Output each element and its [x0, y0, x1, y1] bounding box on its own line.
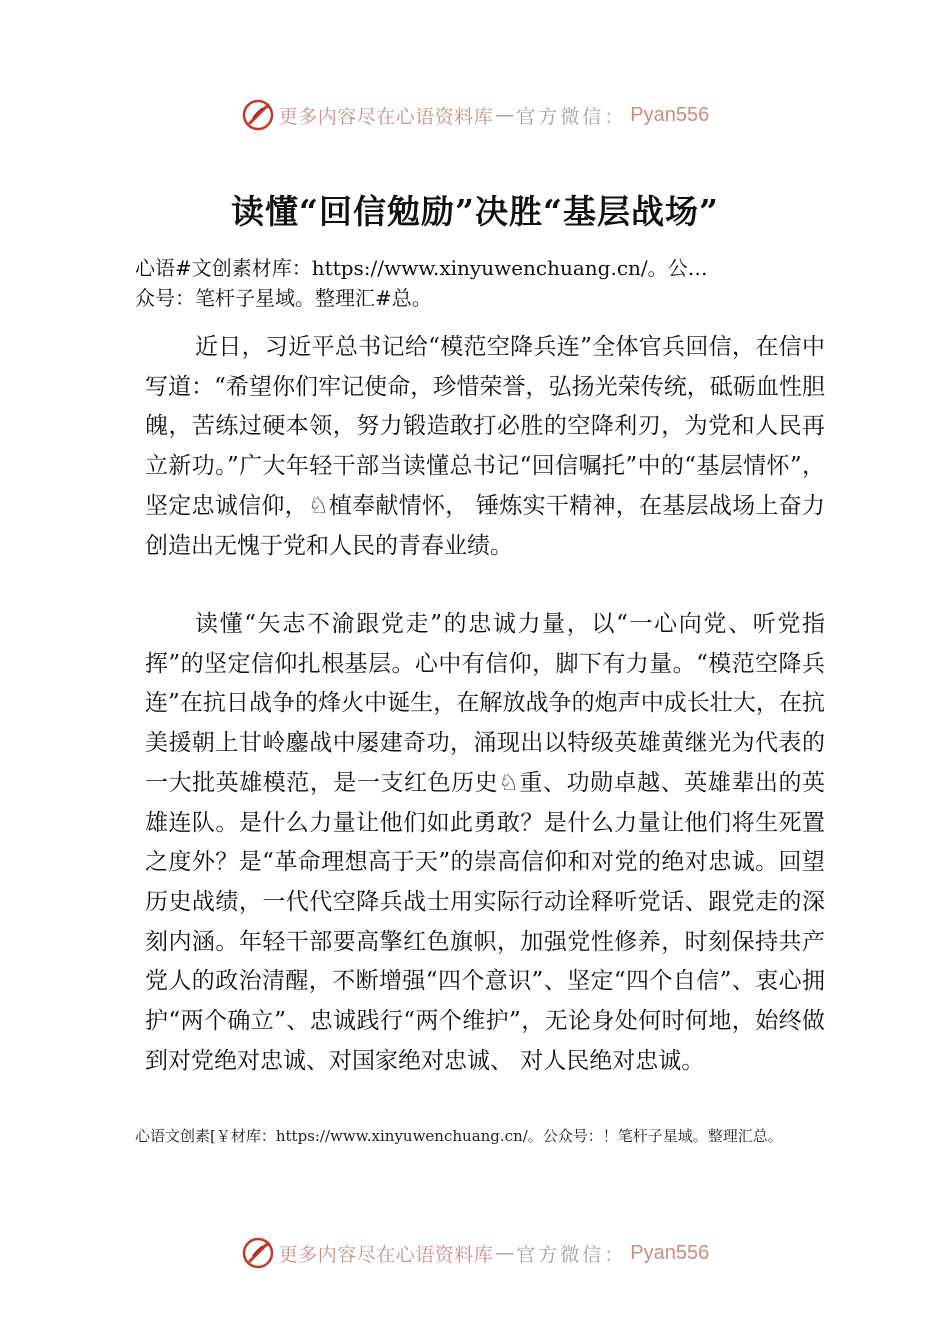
banner-dash: —	[495, 1242, 515, 1264]
banner-wechat-id: Pyan556	[630, 1241, 710, 1264]
footer-banner	[0, 1233, 950, 1273]
source-line-1: 心语#文创素材库：https://www.xinyuwenchuang.cn/。公…	[135, 256, 708, 280]
quill-logo-icon	[241, 1236, 275, 1270]
banner-wechat-label: 官方微信：	[516, 1243, 627, 1266]
source-line-2: 众号：笔杆子星域。整理汇#总。	[135, 286, 432, 310]
quill-logo-icon	[241, 98, 275, 132]
banner-text: 更多内容尽在心语资料库	[278, 105, 494, 128]
banner-wechat-label: 官方微信：	[516, 105, 627, 128]
banner-dash: —	[495, 104, 515, 126]
footer-source: 心语文创素[￥材库：https://www.xinyuwenchuang.cn/。公众号：！笔杆子星域。整理汇总。	[135, 1127, 783, 1145]
paragraph-2-block	[145, 605, 825, 1081]
banner-wechat-id: Pyan556	[630, 103, 710, 126]
paragraph-1-block	[145, 328, 825, 566]
header-banner	[0, 95, 950, 135]
page-title: 读懂“回信勉励”决胜“基层战场”	[231, 192, 719, 231]
paragraph-1: 近日，习近平总书记给“模范空降兵连”全体官兵回信，在信中写道：“希望你们牢记使命，珍惜荣誉，弘扬光荣传统，砥砺血性胆魄，苦练过硬本领，努力锻造敢打必胜的空降利刃，为党和人民再立新功。”广大年轻干部当读懂总书记“回信嘱托”中的“基层情怀”，坚定忠诚信仰，♘植奉献情怀， 锤炼实干精神，在基层战场上奋力创造出无愧于党和人民的青春业绩。	[145, 334, 825, 559]
banner-text: 更多内容尽在心语资料库	[278, 1243, 494, 1266]
paragraph-2: 读懂“矢志不渝跟党走”的忠诚力量，以“一心向党、听党指挥”的坚定信仰扎根基层。心中有信仰，脚下有力量。“模范空降兵连”在抗日战争的烽火中诞生，在解放战争的炮声中成长壮大，在抗美援朝上甘岭鏖战中屡建奇功，涌现出以特级英雄黄继光为代表的一大批英雄模范，是一支红色历史♘重、功勋卓越、英雄辈出的英雄连队。是什么力量让他们如此勇敢？是什么力量让他们将生死置之度外？是“革命理想高于天”的崇高信仰和对党的绝对忠诚。回望历史战绩，一代代空降兵战士用实际行动诠释听党话、跟党走的深刻内涵。年轻干部要高擎红色旗帜，加强党性修养，时刻保持共产党人的政治清醒，不断增强“四个意识”、坚定“四个自信”、衷心拥护“两个确立”、忠诚践行“两个维护”，无论身处何时何地，始终做到对党绝对忠诚、对国家绝对忠诚、 对人民绝对忠诚。	[145, 611, 825, 1074]
